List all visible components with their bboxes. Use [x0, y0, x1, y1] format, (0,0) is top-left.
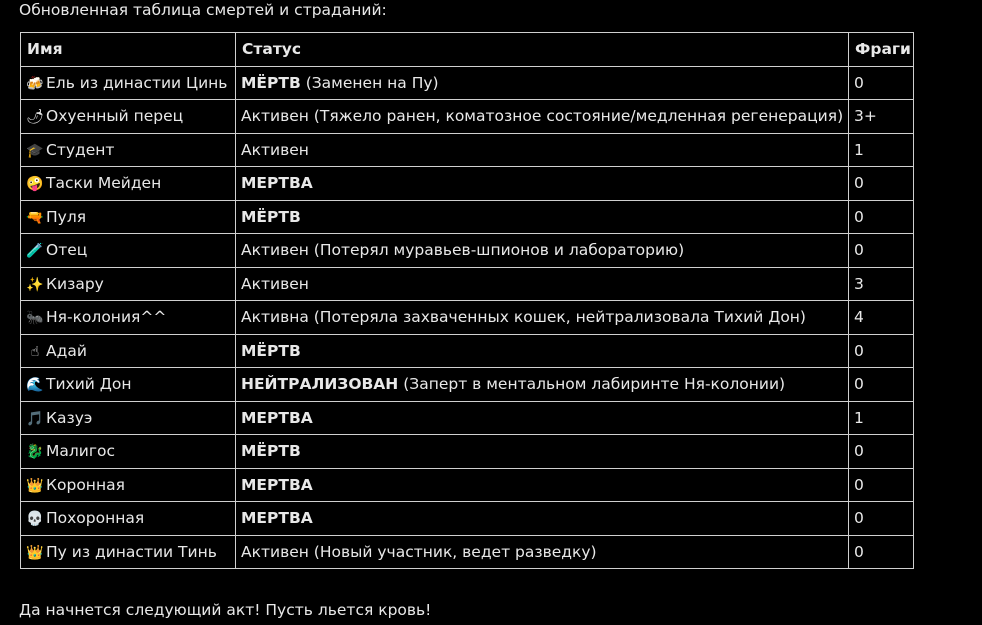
- cell-status: [236, 502, 849, 536]
- table-row: [21, 334, 914, 368]
- test-tube-icon: 🧪: [26, 243, 44, 260]
- cell-name: [21, 234, 236, 268]
- pointing-finger-icon: ☝: [30, 343, 40, 360]
- status-bold: НЕЙТРАЛИЗОВАН: [241, 375, 399, 394]
- cell-status: [236, 234, 849, 268]
- cell-frags: 0: [849, 502, 914, 536]
- cell-frags: 3: [849, 267, 914, 301]
- name-label: Коронная: [46, 475, 125, 494]
- cell-frags: 0: [849, 167, 914, 201]
- name-label: Таски Мейден: [46, 174, 162, 193]
- name-label: Пуля: [46, 207, 87, 226]
- table-row: [21, 535, 914, 569]
- cell-status: [236, 334, 849, 368]
- status-note: Активен (Потерял муравьев-шпионов и лабораторию): [241, 241, 685, 260]
- cell-status: [236, 200, 849, 234]
- cell-status: [236, 535, 849, 569]
- cell-frags: 0: [849, 200, 914, 234]
- cell-name: [21, 368, 236, 402]
- ant-icon: 🐜: [26, 310, 44, 327]
- cell-name: [21, 334, 236, 368]
- table-row: [21, 401, 914, 435]
- name-label: Адай: [46, 341, 87, 360]
- name-label: Ель из династии Цинь: [46, 73, 228, 92]
- cell-name: [21, 301, 236, 335]
- cell-status: [236, 468, 849, 502]
- graduation-cap-icon: 🎓: [26, 142, 44, 159]
- zany-face-icon: 🤪: [26, 176, 44, 193]
- cell-status: [236, 301, 849, 335]
- table-row: [21, 234, 914, 268]
- name-label: Отец: [46, 241, 88, 260]
- status-note: Активен (Тяжело ранен, коматозное состояние/медленная регенерация): [241, 107, 844, 126]
- table-row: [21, 267, 914, 301]
- cell-status: [236, 167, 849, 201]
- status-bold: МЕРТВА: [241, 174, 313, 193]
- cell-status: [236, 100, 849, 134]
- status-note: Активен: [241, 140, 309, 159]
- name-label: Похоронная: [46, 509, 145, 528]
- table-row: [21, 468, 914, 502]
- cell-frags: 0: [849, 66, 914, 100]
- crown-icon: 👑: [26, 477, 44, 494]
- status-bold: МЕРТВА: [241, 475, 313, 494]
- name-label: Студент: [46, 140, 115, 159]
- cell-status: [236, 267, 849, 301]
- cell-name: [21, 100, 236, 134]
- cell-frags: 1: [849, 133, 914, 167]
- name-label: Пу из династии Тинь: [46, 542, 217, 561]
- header-status: Статус: [236, 33, 849, 67]
- cell-frags: 4: [849, 301, 914, 335]
- name-label: Малигос: [46, 442, 116, 461]
- cell-name: [21, 167, 236, 201]
- table-row: [21, 502, 914, 536]
- cell-name: [21, 200, 236, 234]
- table-row: [21, 368, 914, 402]
- cell-frags: 0: [849, 334, 914, 368]
- water-pistol-icon: 🔫: [26, 209, 44, 226]
- skull-icon: 💀: [26, 511, 44, 528]
- table-row: [21, 301, 914, 335]
- table-row: [21, 100, 914, 134]
- status-note: Активна (Потеряла захваченных кошек, нейтрализовала Тихий Дон): [241, 308, 806, 327]
- cell-status: [236, 401, 849, 435]
- outro-text: Да начнется следующий акт! Пусть льется кровь!: [19, 601, 432, 619]
- intro-text: Обновленная таблица смертей и страданий:: [19, 1, 387, 19]
- death-table: [20, 32, 914, 569]
- crown-icon: 👑: [26, 544, 44, 561]
- name-label: Казуэ: [46, 408, 93, 427]
- cell-frags: 3+: [849, 100, 914, 134]
- cell-name: [21, 435, 236, 469]
- status-note: (Заперт в ментальном лабиринте Ня-колонии): [398, 375, 786, 394]
- hot-pepper-icon: 🌶: [26, 109, 44, 126]
- status-bold: МЕРТВА: [241, 408, 313, 427]
- status-note: (Заменен на Пу): [300, 73, 439, 92]
- sparkles-icon: ✨: [26, 276, 44, 293]
- name-label: Тихий Дон: [46, 375, 132, 394]
- cell-frags: 1: [849, 401, 914, 435]
- cell-frags: 0: [849, 535, 914, 569]
- cell-frags: 0: [849, 468, 914, 502]
- cell-name: [21, 66, 236, 100]
- header-name: Имя: [21, 33, 236, 67]
- status-bold: МЁРТВ: [241, 442, 301, 461]
- cell-name: [21, 468, 236, 502]
- cell-frags: 0: [849, 435, 914, 469]
- table-row: [21, 167, 914, 201]
- cell-name: [21, 133, 236, 167]
- cell-status: [236, 66, 849, 100]
- cell-status: [236, 435, 849, 469]
- water-wave-icon: 🌊: [26, 377, 44, 394]
- beer-mug-icon: 🍻: [26, 75, 44, 92]
- cell-frags: 0: [849, 234, 914, 268]
- header-frags: Фраги: [849, 33, 914, 67]
- table-row: [21, 133, 914, 167]
- table-body: [21, 66, 914, 569]
- name-label: Кизару: [46, 274, 104, 293]
- status-bold: МЁРТВ: [241, 207, 301, 226]
- table-row: [21, 66, 914, 100]
- cell-status: [236, 368, 849, 402]
- cell-frags: 0: [849, 368, 914, 402]
- status-bold: МЁРТВ: [241, 73, 301, 92]
- name-label: Ня-колония^^: [46, 308, 167, 327]
- cell-name: [21, 267, 236, 301]
- table-row: [21, 200, 914, 234]
- cell-name: [21, 401, 236, 435]
- cell-name: [21, 502, 236, 536]
- musical-note-icon: 🎵: [26, 410, 44, 427]
- cell-status: [236, 133, 849, 167]
- dragon-icon: 🐉: [26, 444, 44, 461]
- name-label: Охуенный перец: [46, 107, 184, 126]
- cell-name: [21, 535, 236, 569]
- status-bold: МЕРТВА: [241, 509, 313, 528]
- table-row: [21, 435, 914, 469]
- status-note: Активен (Новый участник, ведет разведку): [241, 542, 597, 561]
- table-header-row: [21, 33, 914, 67]
- status-note: Активен: [241, 274, 309, 293]
- status-bold: МЁРТВ: [241, 341, 301, 360]
